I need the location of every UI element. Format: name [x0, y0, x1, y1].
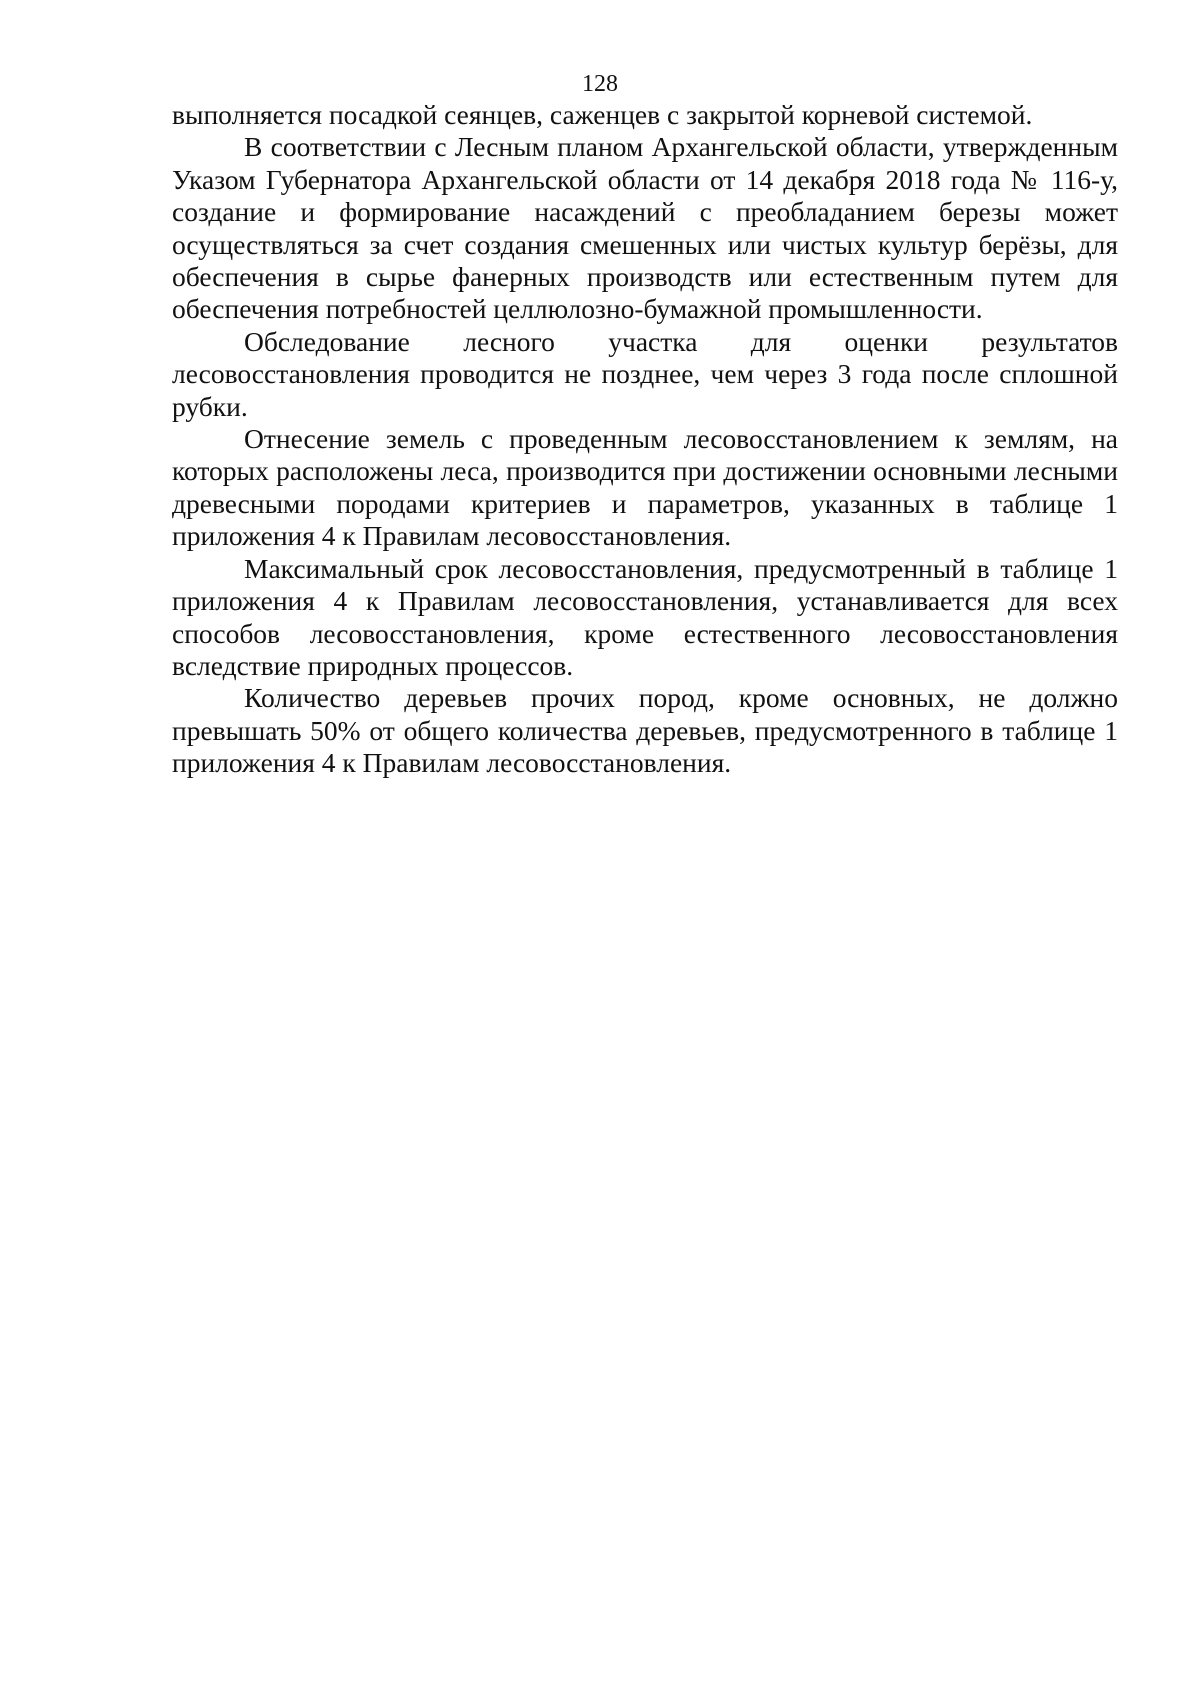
- paragraph-continuation: выполняется посадкой сеянцев, саженцев с закрытой корневой системой.: [172, 99, 1033, 130]
- paragraph-other-species: Количество деревьев прочих пород, кроме основных, не должно превышать 50% от общего количества деревьев, предусмотренного в таблице 1 приложения 4 к Правилам лесовосстановления.: [172, 682, 1118, 779]
- paragraph-forest-plan: В соответствии с Лесным планом Архангельской области, утвержденным Указом Губернатора Архангельской области от 14 декабря 2018 года № 116-у, создание и формирование насаждений с преобладанием березы может осуществляться за счет создания смешенных или чистых культур берёзы, для обеспечения в сырье фанерных производств или естественным путем для обеспечения потребностей целлюлозно-бумажной промышленности.: [172, 131, 1118, 325]
- paragraph-site-inspection: Обследование лесного участка для оценки результатов лесовосстановления проводится не позднее, чем через 3 года после сплошной рубки.: [172, 325, 1118, 422]
- page-number: 128: [582, 71, 618, 97]
- document-body: [172, 99, 1118, 780]
- paragraph-maximum-term: Максимальный срок лесовосстановления, предусмотренный в таблице 1 приложения 4 к Правилам лесовосстановления, устанавливается для всех способов лесовосстановления, кроме естественного лесовосстановления вследствие природных процессов.: [172, 552, 1118, 681]
- paragraph-land-classification: Отнесение земель с проведенным лесовосстановлением к землям, на которых расположены леса, производится при достижении основными лесными древесными породами критериев и параметров, указанных в таблице 1 приложения 4 к Правилам лесовосстановления.: [172, 423, 1118, 552]
